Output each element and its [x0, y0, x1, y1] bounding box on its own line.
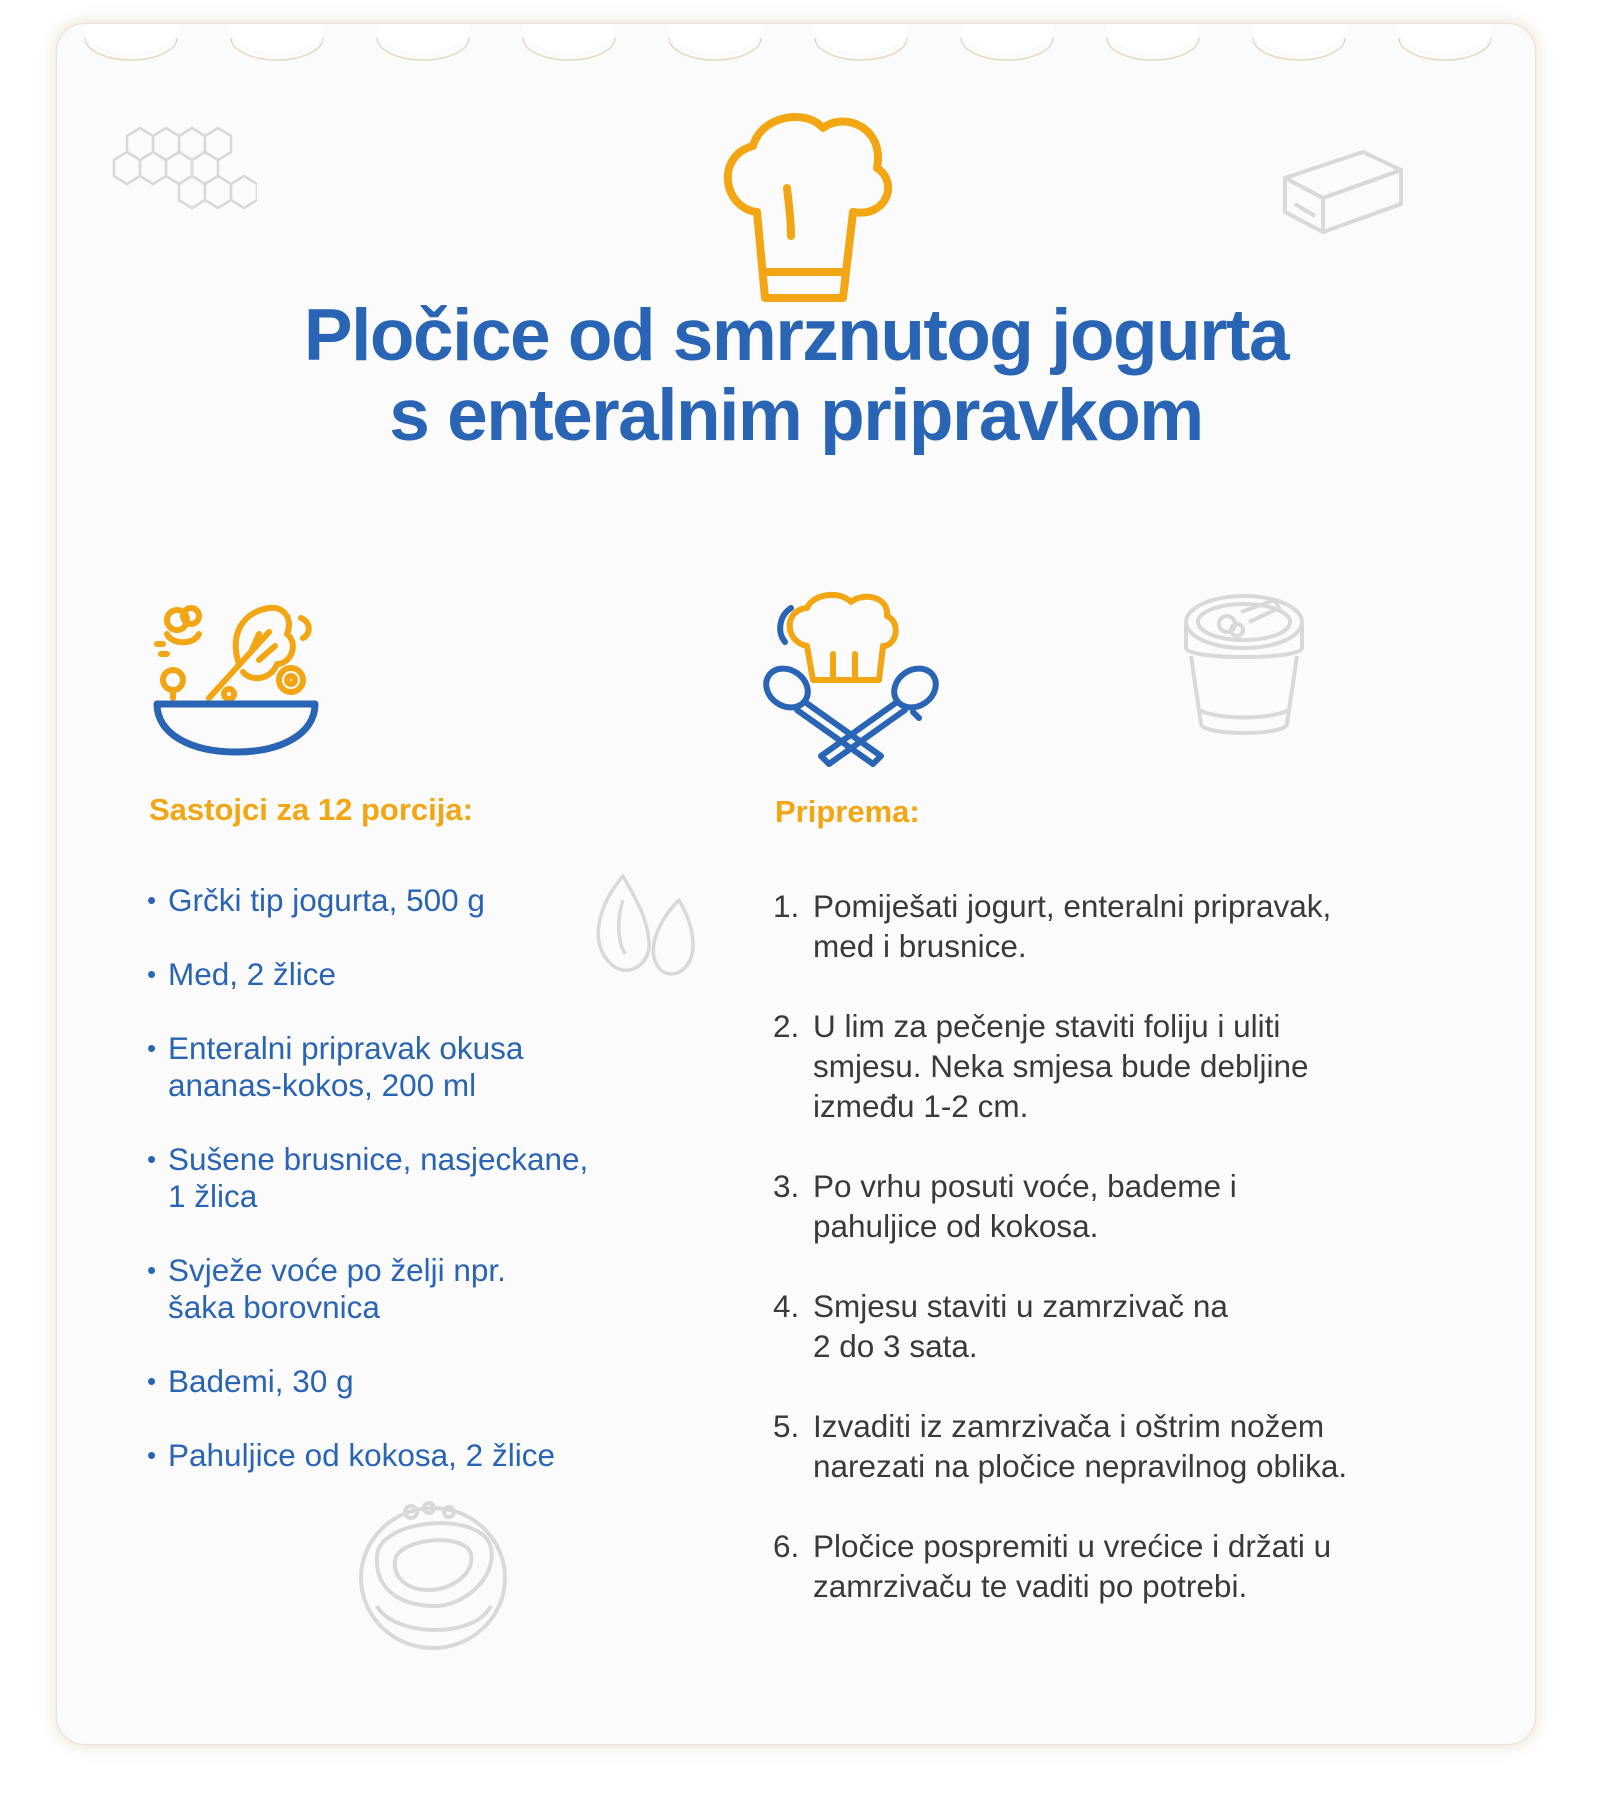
page-title — [57, 296, 1535, 456]
step-item: 1. Pomiješati jogurt, enteralni pripravak, med i brusnice. — [773, 888, 1332, 964]
step-item: 2. U lim za pečenje staviti foliju i uliti smjesu. Neka smjesa bude debljine između 1-2 cm. — [773, 1008, 1309, 1124]
chef-hat-spoons-icon — [763, 590, 943, 770]
recipe-card — [57, 24, 1535, 1744]
preparation-heading: Priprema: — [775, 794, 920, 829]
ingredient-item: • Pahuljice od kokosa, 2 žlice — [147, 1437, 707, 1474]
chef-hat-icon — [705, 108, 905, 308]
scalloped-edge — [57, 24, 1535, 64]
butter-icon — [1275, 140, 1415, 250]
ingredient-item: • Grčki tip jogurta, 500 g — [147, 882, 707, 919]
salad-bowl-icon — [151, 594, 321, 764]
title-line-2: s enteralnim pripravkom — [389, 375, 1203, 456]
coconut-icon — [353, 1496, 513, 1656]
preparation-steps — [773, 886, 1493, 1646]
ingredient-item: • Med, 2 žlice — [147, 956, 707, 993]
ingredient-item: • Sušene brusnice, nasjeckane, 1 žlica — [147, 1141, 707, 1215]
step-item: 5. Izvaditi iz zamrzivača i oštrim nožem narezati na pločice nepravilnog oblika. — [773, 1408, 1348, 1484]
ingredients-list — [147, 882, 707, 1511]
title-line-1: Pločice od smrznutog jogurta — [303, 295, 1289, 376]
step-item: 6. Pločice pospremiti u vrećice i držati u zamrzivaču te vaditi po potrebi. — [773, 1528, 1332, 1604]
ingredient-item: • Bademi, 30 g — [147, 1363, 707, 1400]
ingredient-item: • Svježe voće po želji npr. šaka borovnica — [147, 1252, 707, 1326]
yogurt-cup-icon — [1179, 590, 1309, 740]
ingredients-heading: Sastojci za 12 porcija: — [149, 792, 473, 827]
step-item: 3. Po vrhu posuti voće, bademe i pahuljice od kokosa. — [773, 1168, 1237, 1244]
ingredient-item: • Enteralni pripravak okusa ananas-kokos, 200 ml — [147, 1030, 707, 1104]
honeycomb-icon — [107, 108, 257, 228]
step-item: 4. Smjesu staviti u zamrzivač na 2 do 3 sata. — [773, 1288, 1228, 1364]
